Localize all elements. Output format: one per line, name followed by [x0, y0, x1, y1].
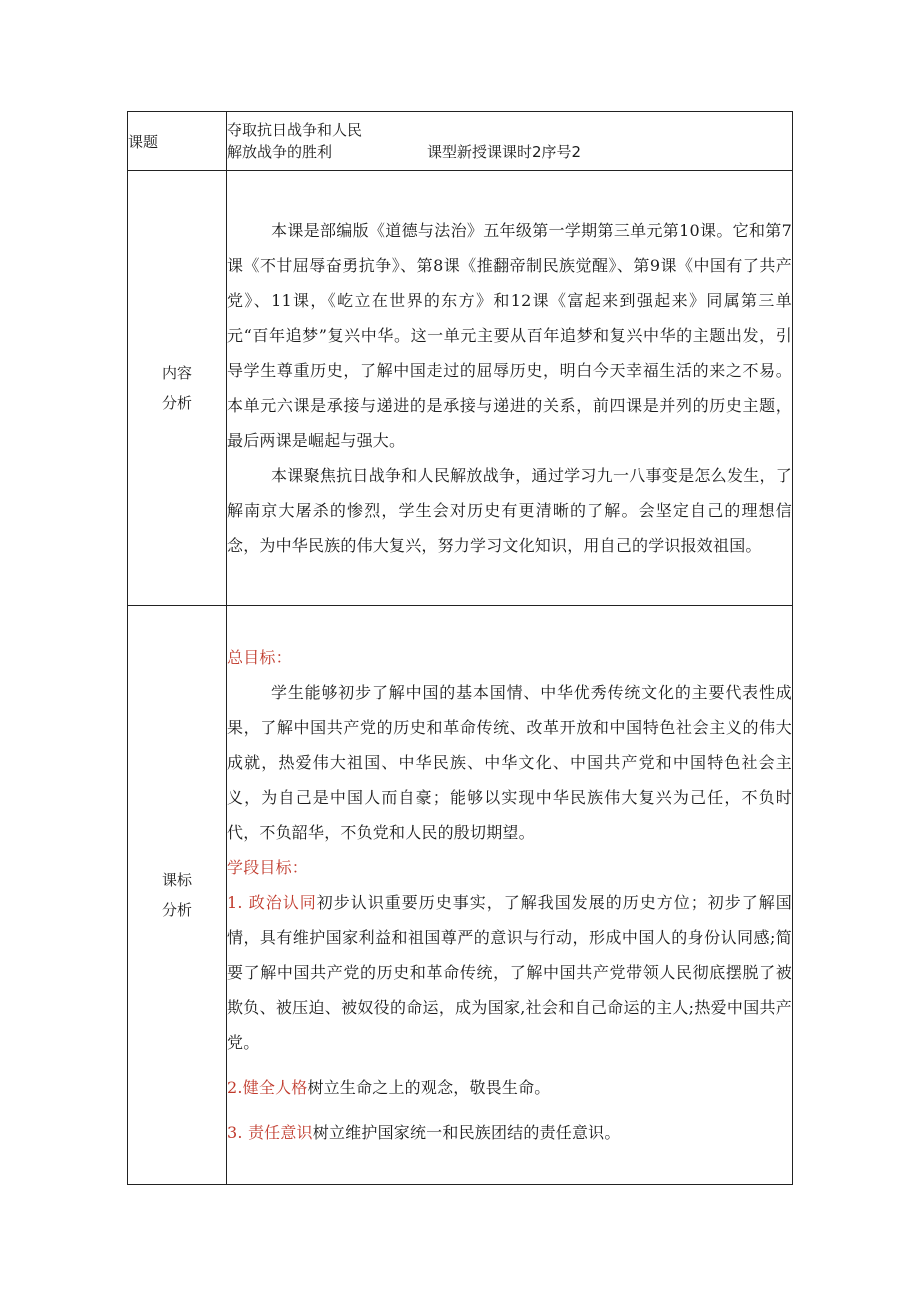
goal-3-prefix: 3. 责任意识	[227, 1123, 313, 1142]
goal-political-identity	[227, 885, 792, 1060]
goal-2-text: 树立生命之上的观念，敬畏生命。	[307, 1078, 551, 1097]
course-title-line1: 夺取抗日战争和人民	[227, 121, 363, 139]
content-analysis-label	[128, 171, 227, 606]
content-paragraph-1: 本课是部编版《道德与法治》五年级第一学期第三单元第10课。它和第7课《不甘屈辱奋勇抗争》、第8课《推翻帝制民族觉醒》、第9课《中国有了共产党》、11课，《屹立在世界的东方》和12课《富起来到强起来》同属第三单元“百年追梦”复兴中华。这一单元主要从百年追梦和复兴中华的主题出发，引导学生尊重历史，了解中国走过的屈辱历史，明白今天幸福生活的来之不易。本单元六课是承接与递进的是承接与递进的关系，前四课是并列的历史主题，最后两课是崛起与强大。	[227, 221, 792, 450]
content-label-line1: 内容	[161, 364, 192, 382]
goal-3-text: 树立维护国家统一和民族团结的责任意识。	[312, 1123, 621, 1142]
goal-2-prefix: 2.健全人格	[227, 1078, 308, 1097]
lesson-plan-table	[127, 111, 793, 1185]
stage-goal-heading: 学段目标：	[227, 858, 309, 877]
content-label-line2: 分析	[161, 394, 192, 412]
goal-responsibility	[227, 1115, 792, 1150]
standard-analysis-body	[227, 606, 793, 1185]
content-analysis-row	[128, 171, 793, 606]
title-cell	[227, 112, 793, 171]
overall-goal-text: 学生能够初步了解中国的基本国情、中华优秀传统文化的主要代表性成果，了解中国共产党的历史和革命传统、改革开放和中国特色社会主义的伟大成就，热爱伟大祖国、中华民族、中华文化、中国共产党和中国特色社会主义，为自己是中国人而自豪；能够以实现中华民族伟大复兴为己任，不负时代，不负韶华，不负党和人民的殷切期望。	[227, 683, 792, 842]
goal-1-text: 初步认识重要历史事实，了解我国发展的历史方位；初步了解国情，具有维护国家利益和祖国尊严的意识与行动，形成中国人的身份认同感;简要了解中国共产党的历史和革命传统，了解中国共产党带领人民彻底摆脱了被欺负、被压迫、被奴役的命运，成为国家,社会和自己命运的主人;热爱中国共产党。	[227, 893, 792, 1052]
goal-1-prefix: 1. 政治认同	[227, 893, 317, 912]
goal-sound-personality	[227, 1070, 792, 1105]
title-row	[128, 112, 793, 171]
curriculum-standard-row	[128, 606, 793, 1185]
title-label: 课题	[128, 112, 227, 171]
standard-label-line2: 分析	[161, 901, 192, 919]
content-paragraph-2: 本课聚焦抗日战争和人民解放战争，通过学习九一八事变是怎么发生，了解南京大屠杀的惨烈，学生会对历史有更清晰的了解。会坚定自己的理想信念，为中华民族的伟大复兴，努力学习文化知识，用自己的学识报效祖国。	[227, 466, 792, 555]
overall-goal-heading: 总目标：	[227, 648, 292, 667]
lesson-meta: 课型新授课课时2序号2	[427, 143, 582, 161]
standard-analysis-label	[128, 606, 227, 1185]
content-analysis-body	[227, 171, 793, 606]
standard-label-line1: 课标	[161, 871, 192, 889]
course-title-line2: 解放战争的胜利	[227, 143, 333, 161]
title-line2	[227, 141, 792, 163]
